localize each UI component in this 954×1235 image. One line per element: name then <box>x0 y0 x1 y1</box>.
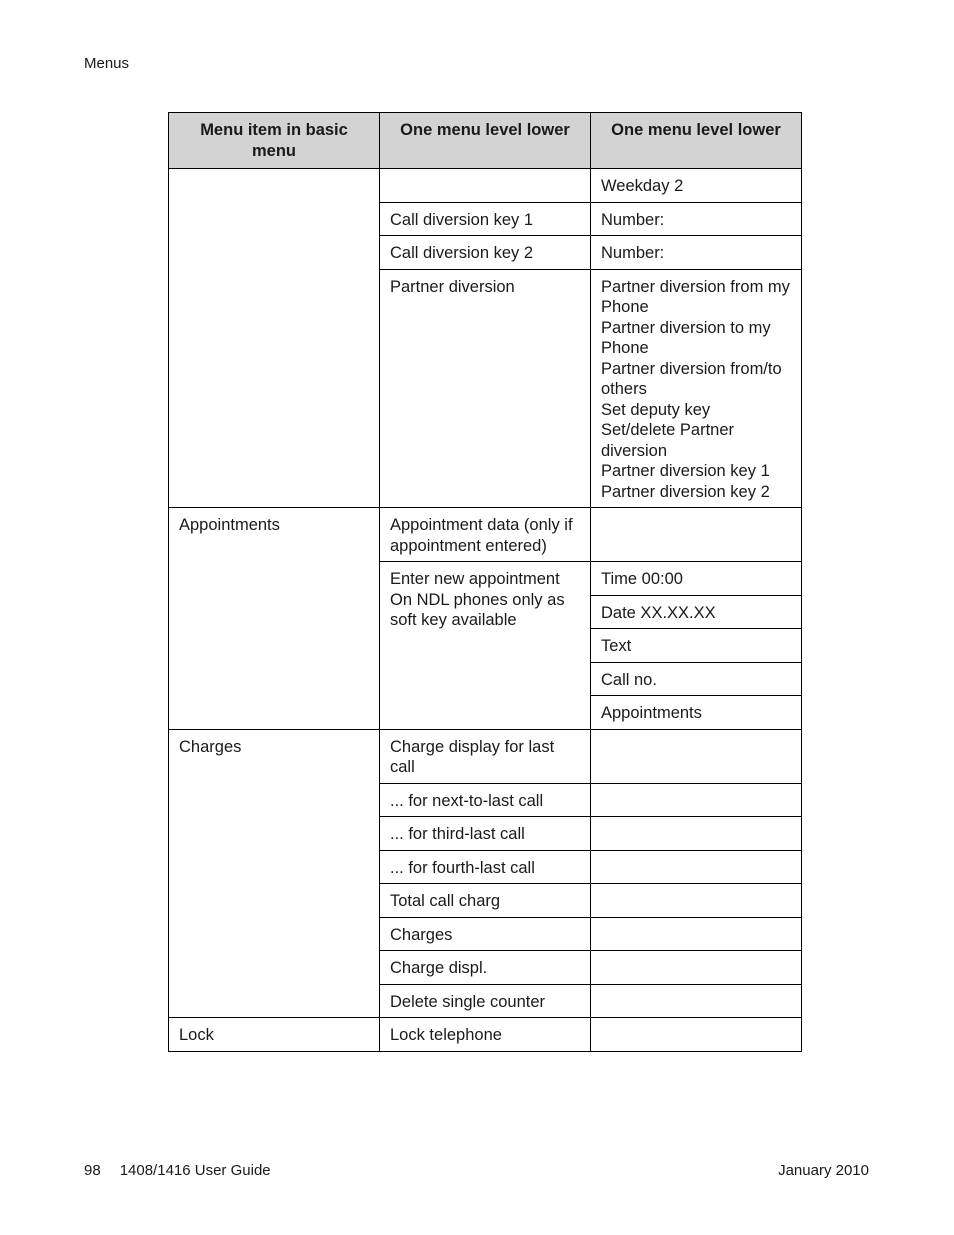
cell-line: Partner diversion key 2 <box>601 482 770 501</box>
cell-line: Set deputy key <box>601 400 711 419</box>
column-header: One menu level lower <box>591 113 802 169</box>
table-cell: Charges <box>380 917 591 951</box>
page-footer-left <box>84 1162 271 1179</box>
table-cell: Weekday 2 <box>591 169 802 203</box>
table-cell: Partner diversion <box>380 269 591 508</box>
table-cell: Appointment data (only if appointment entered) <box>380 508 591 562</box>
table-cell <box>591 817 802 851</box>
cell-line: Partner diversion to my Phone <box>601 318 771 357</box>
table-cell <box>591 269 802 508</box>
cell-line: Set/delete Partner diversion <box>601 421 734 460</box>
table-cell <box>591 850 802 884</box>
publication-date: January 2010 <box>778 1162 869 1179</box>
table-cell <box>591 508 802 562</box>
column-header: Menu item in basic menu <box>169 113 380 169</box>
table-cell: Charge display for last call <box>380 729 591 783</box>
table-cell <box>591 984 802 1018</box>
table-cell: Number: <box>591 202 802 236</box>
table-cell <box>591 1018 802 1052</box>
table-cell: Call diversion key 2 <box>380 236 591 270</box>
table-cell: Delete single counter <box>380 984 591 1018</box>
table-cell: Call no. <box>591 662 802 696</box>
table-row <box>169 729 802 783</box>
table-cell: Charge displ. <box>380 951 591 985</box>
table-cell: Number: <box>591 236 802 270</box>
table-header-row <box>169 113 802 169</box>
table-cell: ... for fourth-last call <box>380 850 591 884</box>
table-cell: Lock telephone <box>380 1018 591 1052</box>
table-cell: Lock <box>169 1018 380 1052</box>
table-cell: Total call charg <box>380 884 591 918</box>
table-cell <box>591 917 802 951</box>
page-number: 98 <box>84 1162 101 1179</box>
table-row <box>169 169 802 203</box>
table-cell: Call diversion key 1 <box>380 202 591 236</box>
table-cell <box>380 562 591 730</box>
table-row <box>169 1018 802 1052</box>
table-cell <box>591 729 802 783</box>
table-cell: Charges <box>169 729 380 1018</box>
table-cell <box>591 884 802 918</box>
menu-table <box>168 112 802 1052</box>
table-cell <box>591 951 802 985</box>
table-cell: Appointments <box>169 508 380 730</box>
table-cell: Date XX.XX.XX <box>591 595 802 629</box>
cell-line: Partner diversion key 1 <box>601 462 770 480</box>
table-cell <box>380 169 591 203</box>
cell-line: Partner diversion from my Phone <box>601 277 790 316</box>
table-cell <box>591 783 802 817</box>
table-row <box>169 508 802 562</box>
table-cell: ... for next-to-last call <box>380 783 591 817</box>
cell-line: Enter new appointment <box>390 570 560 588</box>
table-cell: Appointments <box>591 696 802 730</box>
running-header: Menus <box>84 55 130 72</box>
cell-line: On NDL phones only as soft key available <box>390 590 565 629</box>
guide-title: 1408/1416 User Guide <box>119 1162 271 1179</box>
table-cell: Time 00:00 <box>591 562 802 596</box>
table-cell: Text <box>591 629 802 663</box>
table-cell: ... for third-last call <box>380 817 591 851</box>
table-cell <box>169 169 380 508</box>
cell-line: Partner diversion from/to others <box>601 359 782 398</box>
column-header: One menu level lower <box>380 113 591 169</box>
